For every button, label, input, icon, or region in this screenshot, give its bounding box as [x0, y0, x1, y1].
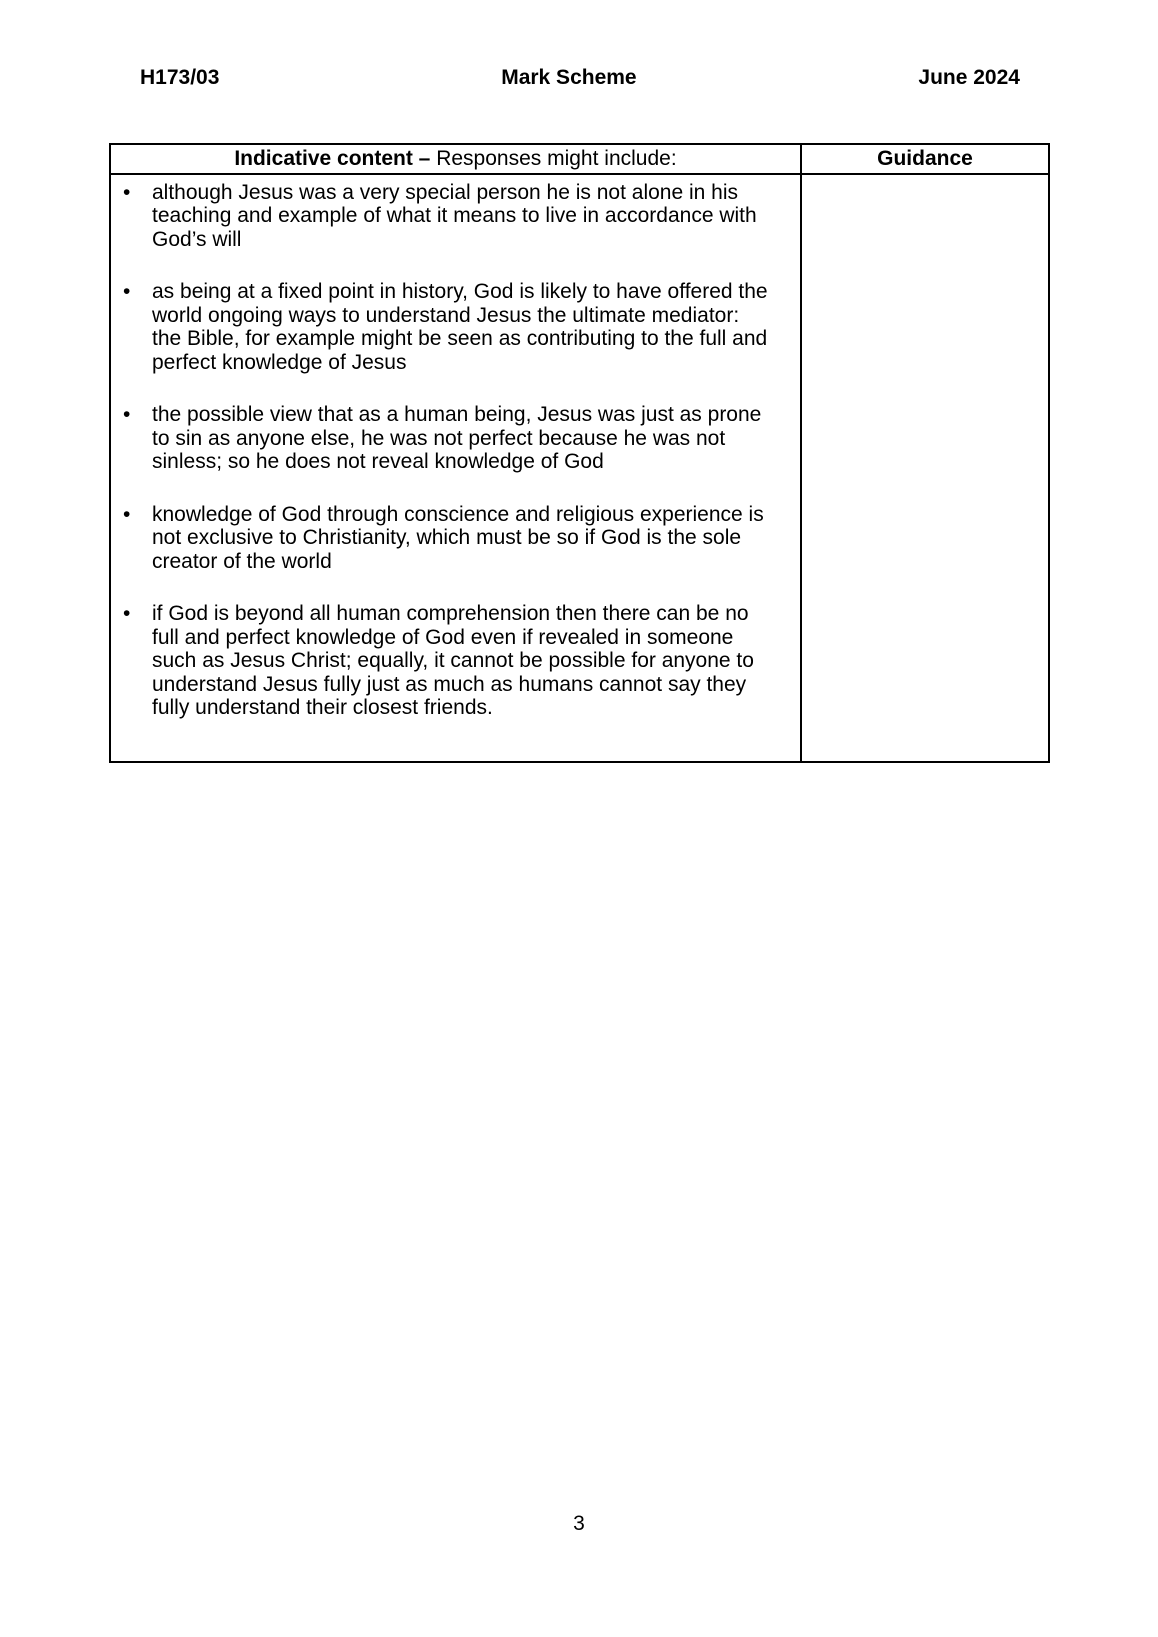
bullet-item: [123, 181, 792, 252]
indicative-content-cell: [110, 174, 801, 762]
document-header: [140, 66, 1020, 90]
page-number: 3: [573, 1512, 585, 1535]
document-title: Mark Scheme: [501, 66, 637, 89]
bullet-text: although Jesus was a very special person he is not alone in his teaching and example of what it means to live in accordance with God’s will: [152, 180, 757, 251]
bullet-list: [123, 181, 792, 720]
guidance-header: Guidance: [801, 144, 1049, 174]
bullet-text: if God is beyond all human comprehension then there can be no full and perfect knowledge of God even if revealed in someone such as Jesus Christ; equally, it cannot be possible for anyone to understand Jesus fully just as much as humans cannot say they fully understand their closest friends.: [152, 602, 754, 719]
table-body-row: [110, 174, 1049, 762]
bullet-item: [123, 602, 792, 720]
bullet-text: knowledge of God through conscience and religious experience is not exclusive to Christianity, which must be so if God is the sole creator of the world: [152, 502, 764, 573]
paper-code: H173/03: [140, 66, 220, 89]
bullet-item: [123, 403, 792, 474]
document-footer: [0, 1512, 1158, 1536]
bullet-marker-icon: •: [123, 280, 131, 303]
indicative-content-header-bold: Indicative content –: [234, 147, 431, 170]
indicative-content-header-rest: Responses might include:: [430, 147, 677, 170]
bullet-marker-icon: •: [123, 403, 131, 426]
bullet-marker-icon: •: [123, 602, 131, 625]
bullet-marker-icon: •: [123, 502, 131, 526]
table-header-row: [110, 144, 1049, 174]
bullet-item: [123, 280, 792, 374]
bullet-item: [123, 503, 792, 574]
guidance-cell: [801, 174, 1049, 762]
bullet-text: as being at a fixed point in history, God is likely to have offered the world ongoing ways to understand Jesus the ultimate mediator: the Bible, for example might be seen as contributing to the full and perfect knowledge of Jesus: [152, 280, 768, 374]
mark-scheme-table: [109, 143, 1050, 763]
indicative-content-header: [110, 144, 801, 174]
bullet-marker-icon: •: [123, 180, 131, 204]
session-date: June 2024: [918, 66, 1020, 89]
bullet-text: the possible view that as a human being, Jesus was just as prone to sin as anyone else, he was not perfect because he was not sinless; so he does not reveal knowledge of God: [152, 403, 762, 473]
